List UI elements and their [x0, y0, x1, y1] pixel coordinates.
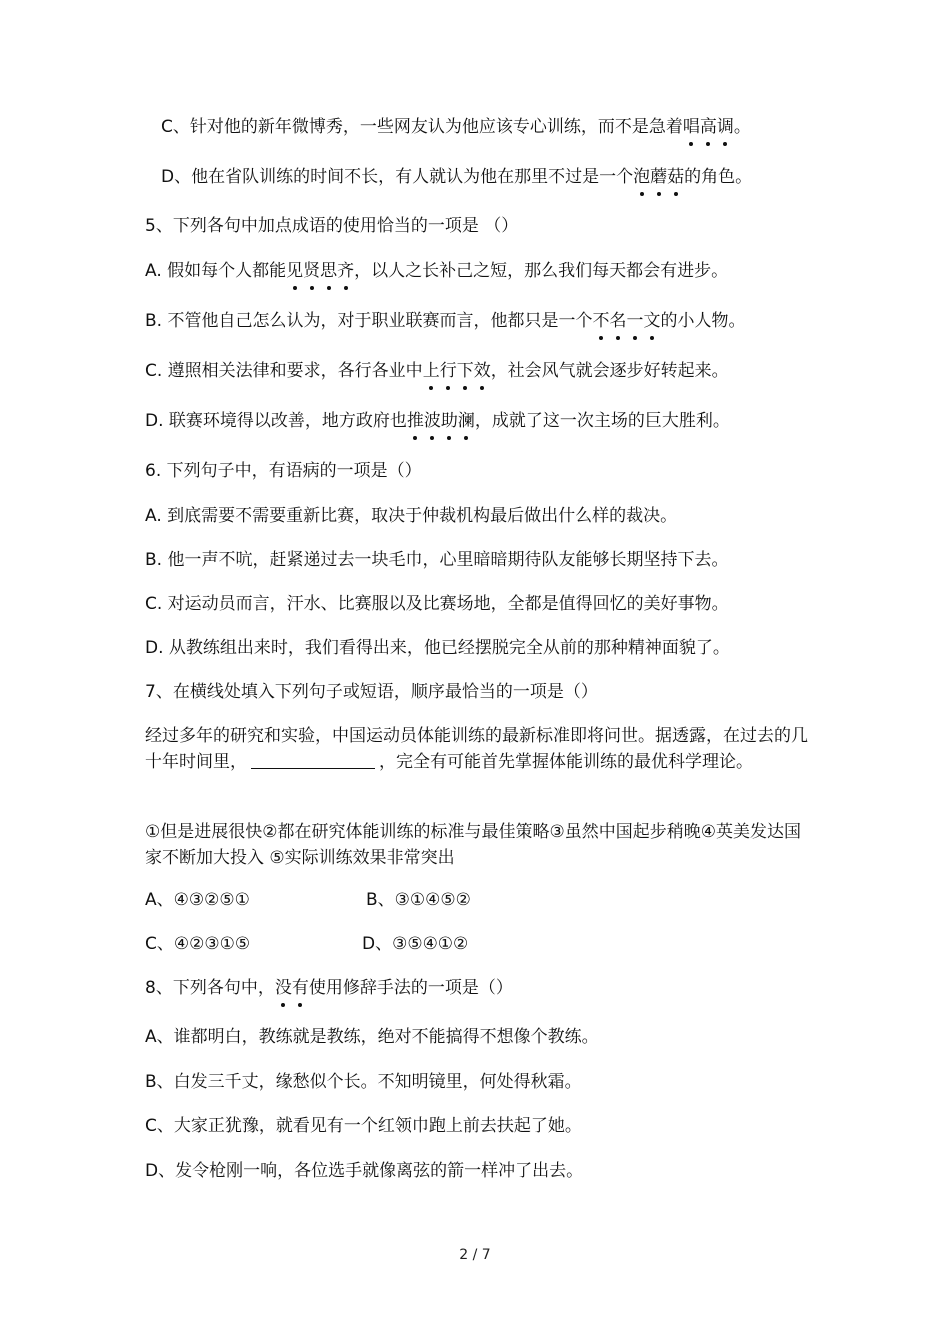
- q4-option-c: [161, 116, 751, 138]
- emphasis-dot-char: 没: [274, 978, 292, 998]
- q5-option-c: [145, 360, 729, 382]
- q5-option-b: [145, 310, 745, 332]
- q6-stem: 6. 下列句子中，有语病的一项是（）: [145, 461, 422, 481]
- emphasis-dot-char: 思: [320, 261, 338, 281]
- emphasis-dot-char: 不: [592, 311, 610, 331]
- q8-stem-dotted: [275, 978, 309, 998]
- q7-option-c: C、④②③①⑤: [145, 934, 251, 954]
- emphasis-dot-char: 波: [423, 411, 441, 431]
- q5-option-c-before: C. 遵照相关法律和要求，各行各业中: [145, 361, 423, 381]
- q7-stem: 7、在横线处填入下列句子或短语，顺序最恰当的一项是（）: [145, 682, 598, 702]
- q7-answer-blank: [251, 750, 375, 769]
- q6-option-a: A. 到底需要不需要重新比赛，取决于仲裁机构最后做出什么样的裁决。: [145, 506, 678, 526]
- q5-option-b-after: 的小人物。: [660, 311, 746, 331]
- q6-option-b: B. 他一声不吭，赶紧递过去一块毛巾，心里暗暗期待队友能够长期坚持下去。: [145, 550, 729, 570]
- q7-passage-before: 经过多年的研究和实验，中国运动员体能训练的最新标准即将问世。据透露，在过去的几十年时间里，: [145, 726, 808, 772]
- q6-option-c: C. 对运动员而言，汗水、比赛服以及比赛场地，全都是值得回忆的美好事物。: [145, 594, 729, 614]
- q4-option-d-after: 的角色。: [684, 167, 753, 187]
- q8-stem-before: 8、下列各句中，: [145, 978, 275, 998]
- emphasis-dot-char: 行: [439, 361, 457, 381]
- q5-option-b-dotted: [592, 311, 660, 331]
- q4-option-d-dotted: [633, 167, 684, 187]
- emphasis-dot-char: 蘑: [650, 167, 668, 187]
- q5-option-d-dotted: [407, 411, 475, 431]
- q5-option-d-after: ，成就了这一次主场的巨大胜利。: [474, 411, 730, 431]
- emphasis-dot-char: 泡: [633, 167, 651, 187]
- q6-option-d: D. 从教练组出来时，我们看得出来，他已经摆脱完全从前的那种精神面貌了。: [145, 638, 730, 658]
- emphasis-dot-char: 见: [286, 261, 304, 281]
- emphasis-dot-char: 助: [440, 411, 458, 431]
- q4-option-d: [161, 166, 752, 188]
- q8-option-d: D、发令枪刚一响，各位选手就像离弦的箭一样冲了出去。: [145, 1161, 584, 1181]
- q7-passage: [145, 723, 815, 775]
- emphasis-dot-char: 下: [456, 361, 474, 381]
- q8-option-b: B、白发三千丈，缘愁似个长。不知明镜里，何处得秋霜。: [145, 1072, 582, 1092]
- q7-option-b: B、③①④⑤②: [366, 890, 471, 910]
- q5-option-b-before: B. 不管他自己怎么认为，对于职业联赛而言，他都只是一个: [145, 311, 593, 331]
- q5-stem: 5、下列各句中加点成语的使用恰当的一项是 （）: [145, 216, 519, 236]
- emphasis-dot-char: 一: [626, 311, 644, 331]
- emphasis-dot-char: 有: [291, 978, 309, 998]
- emphasis-dot-char: 高: [699, 117, 717, 137]
- q5-option-c-dotted: [423, 361, 491, 381]
- emphasis-dot-char: 菇: [667, 167, 685, 187]
- q7-option-a: A、④③②⑤①: [145, 890, 250, 910]
- emphasis-dot-char: 名: [609, 311, 627, 331]
- q8-stem: [145, 977, 513, 999]
- emphasis-dot-char: 效: [473, 361, 491, 381]
- q7-option-d: D、③⑤④①②: [362, 934, 469, 954]
- q5-option-a: [145, 260, 728, 282]
- emphasis-dot-char: 调: [716, 117, 734, 137]
- q4-option-c-before: C、针对他的新年微博秀，一些网友认为他应该专心训练，而不是急着: [161, 117, 683, 137]
- q7-choices-text: ①但是进展很快②都在研究体能训练的标准与最佳策略③虽然中国起步稍晚④英美发达国家不断加大投入 ⑤实际训练效果非常突出: [145, 822, 801, 868]
- q8-option-a: A、谁都明白，教练就是教练，绝对不能搞得不想像个教练。: [145, 1027, 599, 1047]
- q5-option-d: [145, 410, 730, 432]
- q4-option-d-before: D、他在省队训练的时间不长，有人就认为他在那里不过是一个: [161, 167, 634, 187]
- q4-option-c-dotted: [683, 117, 734, 137]
- emphasis-dot-char: 唱: [682, 117, 700, 137]
- emphasis-dot-char: 推: [406, 411, 424, 431]
- q8-stem-after: 使用修辞手法的一项是（）: [308, 978, 513, 998]
- emphasis-dot-char: 文: [643, 311, 661, 331]
- page-number: 2 / 7: [459, 1247, 491, 1263]
- emphasis-dot-char: 贤: [303, 261, 321, 281]
- emphasis-dot-char: 齐: [337, 261, 355, 281]
- q5-option-a-before: A. 假如每个人都能: [145, 261, 287, 281]
- q8-option-c: C、大家正犹豫，就看见有一个红领巾跑上前去扶起了她。: [145, 1116, 582, 1136]
- q5-option-a-after: ，以人之长补己之短，那么我们每天都会有进步。: [354, 261, 729, 281]
- q5-option-a-dotted: [286, 261, 354, 281]
- q5-option-c-after: ，社会风气就会逐步好转起来。: [490, 361, 729, 381]
- emphasis-dot-char: 澜: [457, 411, 475, 431]
- q4-option-c-after: 。: [733, 117, 751, 137]
- emphasis-dot-char: 上: [422, 361, 440, 381]
- q5-option-d-before: D. 联赛环境得以改善，地方政府也: [145, 411, 407, 431]
- q7-passage-after: ，完全有可能首先掌握体能训练的最优科学理论。: [379, 752, 753, 772]
